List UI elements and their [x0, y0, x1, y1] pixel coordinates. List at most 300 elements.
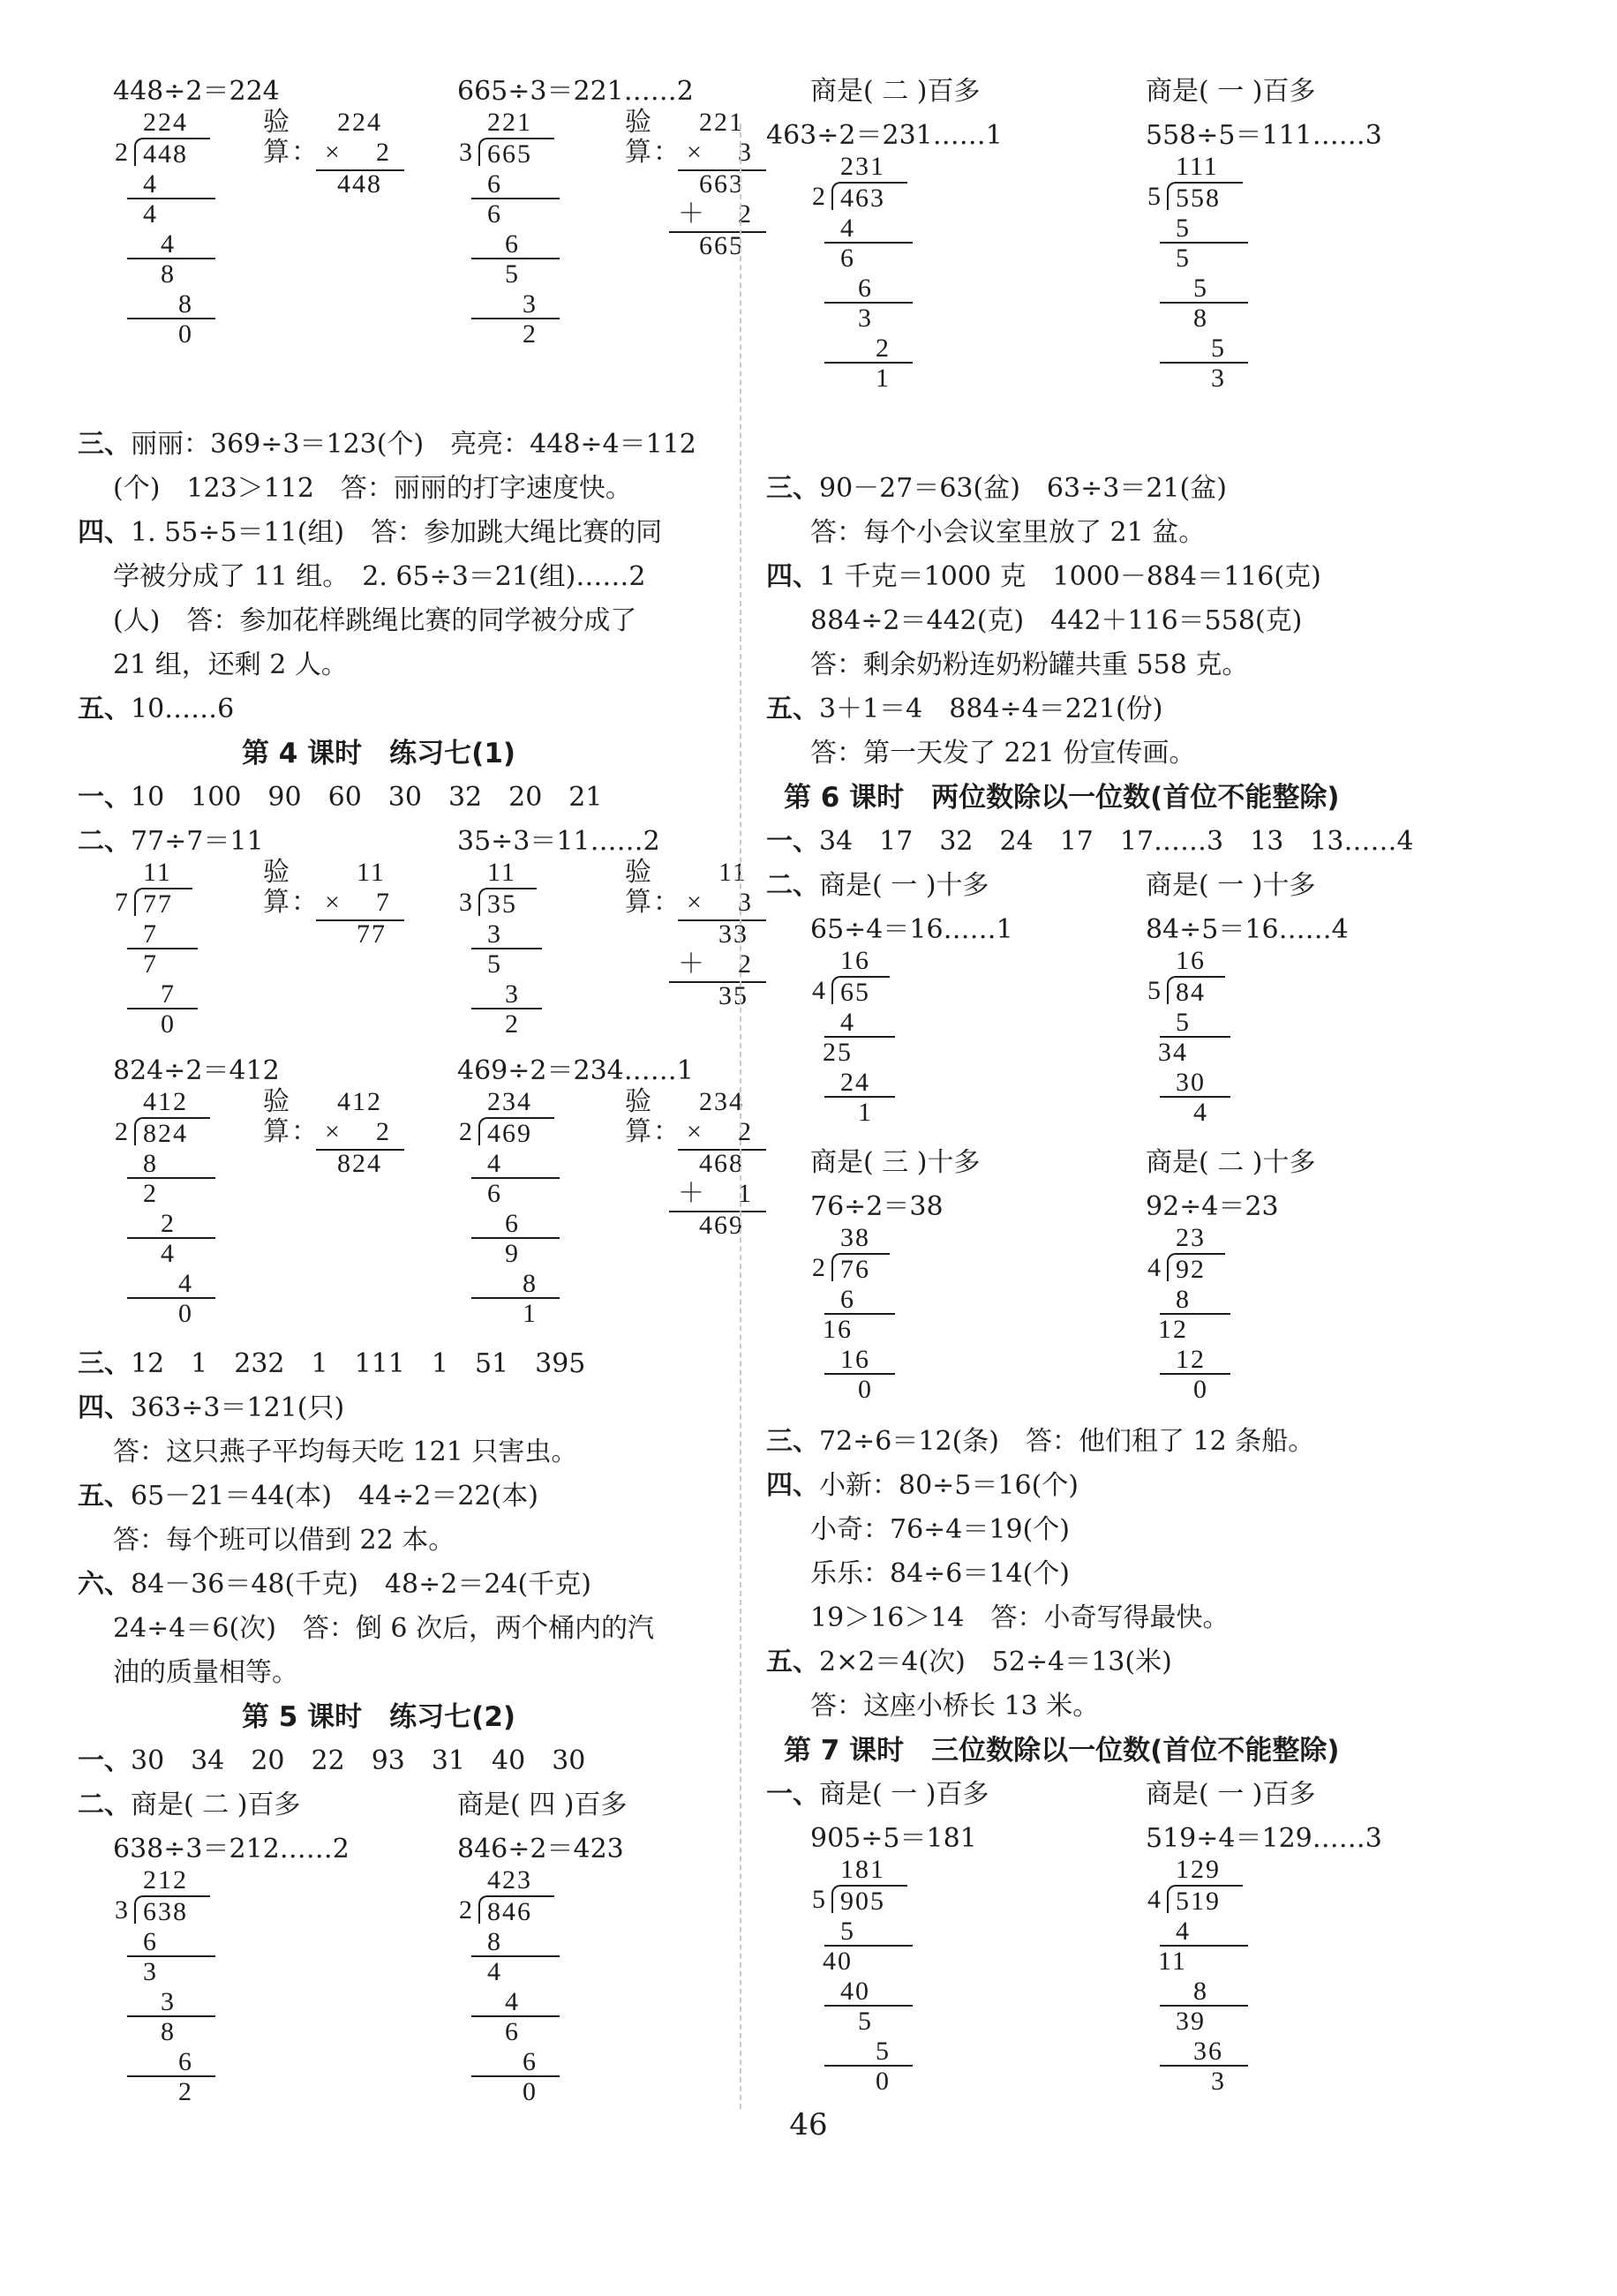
question-number: 五、	[78, 1481, 131, 1512]
answer-line	[810, 517, 1205, 549]
column-divider	[740, 124, 741, 2109]
answer-text: 3＋1＝4 884÷4＝221(份)	[819, 694, 1163, 724]
answer-line	[113, 561, 645, 593]
operator: ×	[325, 138, 342, 167]
answer-line	[1146, 870, 1315, 902]
partial-remainder: 0	[876, 2067, 891, 2096]
question-number: 一、	[766, 1779, 819, 1810]
partial-remainder: 12	[1158, 1315, 1188, 1344]
answer-text: 90－27＝63(盆) 63÷3＝21(盆)	[819, 473, 1227, 504]
answer-line	[457, 1055, 694, 1087]
answer-text: 558÷5＝111……3	[1146, 120, 1382, 151]
dividend: 65	[840, 978, 870, 1007]
answer-line	[766, 1426, 1314, 1458]
question-number: 五、	[78, 694, 131, 724]
division-rule-line	[471, 318, 560, 319]
partial-remainder: 3	[858, 304, 873, 333]
product: 33	[718, 919, 748, 949]
divisor: 2	[459, 1895, 474, 1925]
partial-remainder: 2	[178, 2077, 193, 2106]
answer-line	[78, 1790, 300, 1821]
partial-remainder: 1	[876, 364, 891, 393]
remainder-addend: 1	[738, 1179, 753, 1208]
partial-remainder: 6	[487, 199, 502, 229]
answer-text: 2×2＝4(次) 52÷4＝13(米)	[819, 1647, 1172, 1677]
partial-remainder: 0	[1193, 1375, 1208, 1404]
answer-line	[1146, 1191, 1279, 1223]
partial-remainder: 0	[858, 1375, 873, 1404]
section-heading	[242, 738, 515, 769]
answer-text: 答：这座小桥长 13 米。	[810, 1691, 1100, 1722]
division-rule-line	[471, 948, 542, 949]
operator: ×	[325, 888, 342, 917]
partial-remainder: 0	[161, 1009, 176, 1039]
operator: ×	[687, 888, 703, 917]
answer-line	[78, 694, 234, 725]
answer-text: 商是( 二 )百多	[810, 76, 981, 107]
subtrahend: 36	[1193, 2037, 1223, 2066]
subtrahend: 40	[840, 1977, 870, 2006]
answer-text: 34 17 32 24 17 17……3 13 13……4	[819, 826, 1414, 857]
answer-line	[113, 1613, 654, 1645]
multiplicand: 234	[699, 1087, 744, 1116]
partial-remainder: 39	[1176, 2007, 1206, 2036]
divisor: 2	[115, 1117, 130, 1146]
divisor: 5	[1147, 976, 1162, 1005]
partial-remainder: 6	[487, 1179, 502, 1208]
answer-line	[810, 1602, 1230, 1634]
subtrahend: 12	[1176, 1345, 1206, 1374]
sum: 469	[699, 1211, 744, 1240]
division-rule-line	[127, 198, 215, 199]
answer-line	[113, 76, 280, 108]
division-rule-line	[471, 1955, 560, 1957]
partial-remainder: 4	[143, 199, 158, 229]
answer-line	[766, 870, 989, 902]
partial-remainder: 34	[1158, 1038, 1188, 1067]
verify-label: 验	[263, 108, 291, 137]
partial-remainder: 2	[523, 319, 538, 349]
partial-remainder: 6	[505, 2017, 520, 2046]
answer-text: 答：每个小会议室里放了 21 盆。	[810, 517, 1206, 548]
partial-remainder: 8	[1193, 304, 1208, 333]
partial-remainder: 9	[505, 1239, 520, 1268]
answer-text: 448÷2＝224	[113, 76, 280, 107]
subtrahend: 6	[858, 274, 873, 303]
answer-line	[113, 473, 632, 505]
partial-remainder: 5	[858, 2007, 873, 2036]
answer-line	[766, 120, 1003, 152]
subtrahend: 6	[178, 2047, 193, 2076]
division-rule-line	[127, 1297, 215, 1299]
dividend: 665	[487, 139, 532, 169]
verify-label: 算：	[625, 888, 681, 917]
answer-line	[1146, 76, 1315, 108]
question-number: 一、	[78, 1745, 131, 1776]
product: 448	[337, 169, 382, 199]
partial-remainder: 4	[487, 1957, 502, 1986]
answer-line	[1146, 1779, 1315, 1811]
answer-line	[113, 1525, 455, 1557]
answer-line	[810, 605, 1302, 637]
answer-line	[766, 1647, 1172, 1678]
division-rule-line	[1160, 362, 1248, 364]
answer-text: 商是( 一 )十多	[1146, 870, 1316, 901]
division-rule-line	[471, 1177, 560, 1179]
partial-remainder: 40	[823, 1947, 853, 1976]
partial-remainder: 6	[840, 244, 855, 273]
partial-remainder: 16	[823, 1315, 853, 1344]
partial-remainder: 2	[505, 1009, 520, 1039]
operator: ×	[325, 1117, 342, 1146]
answer-text: 商是( 二 )百多	[131, 1790, 301, 1820]
subtrahend: 7	[143, 919, 158, 949]
answer-text: 第 6 课时 两位数除以一位数(首位不能整除)	[784, 782, 1340, 814]
quotient: 111	[1176, 152, 1219, 181]
answer-text: 665÷3＝221……2	[457, 76, 694, 107]
question-number: 四、	[78, 1392, 131, 1423]
quotient: 212	[143, 1865, 188, 1895]
remainder-addend: 2	[738, 199, 753, 229]
partial-remainder: 7	[143, 949, 158, 979]
answer-text: 1. 55÷5＝11(组) 答：参加跳大绳比赛的同	[131, 517, 663, 548]
answer-line	[766, 1779, 989, 1811]
partial-remainder: 0	[178, 319, 193, 349]
partial-remainder: 2	[143, 1179, 158, 1208]
subtrahend: 6	[505, 1209, 520, 1238]
partial-remainder: 5	[505, 259, 520, 289]
division-rule-line	[471, 1297, 560, 1299]
partial-remainder: 4	[161, 1239, 176, 1268]
answer-text: 丽丽：369÷3＝123(个) 亮亮：448÷4＝112	[131, 429, 696, 460]
subtrahend: 30	[1176, 1068, 1206, 1097]
answer-line	[810, 914, 1013, 946]
answer-line	[78, 1745, 585, 1777]
partial-remainder: 3	[1211, 2067, 1226, 2096]
partial-remainder: 11	[1158, 1947, 1187, 1976]
answer-text: (个) 123＞112 答：丽丽的打字速度快。	[113, 473, 632, 504]
answer-text: 10 100 90 60 30 32 20 21	[131, 782, 603, 813]
verify-label: 算：	[263, 888, 320, 917]
divisor: 5	[812, 1885, 827, 1914]
subtrahend: 4	[487, 1149, 502, 1178]
multiplier: 7	[376, 888, 391, 917]
division-rule-line	[127, 1955, 215, 1957]
subtrahend: 4	[178, 1269, 193, 1298]
subtrahend: 4	[840, 214, 855, 243]
answer-text: 第 4 课时 练习七(1)	[242, 738, 516, 769]
verify-label: 验	[625, 1087, 653, 1116]
answer-text: 21 组，还剩 2 人。	[113, 649, 348, 680]
answer-text: 答：这只燕子平均每天吃 121 只害虫。	[113, 1437, 578, 1467]
question-number: 三、	[766, 473, 819, 504]
subtrahend: 2	[876, 334, 891, 363]
answer-line	[113, 1437, 577, 1468]
division-rule-line	[127, 948, 198, 949]
subtrahend: 5	[1193, 274, 1208, 303]
divisor: 2	[115, 138, 130, 167]
dividend: 463	[840, 184, 885, 213]
answer-text: 65÷4＝16……1	[810, 914, 1013, 945]
section-heading	[784, 782, 1340, 814]
answer-line	[457, 826, 660, 858]
answer-text: 第 5 课时 练习七(2)	[242, 1701, 516, 1733]
product: 468	[699, 1149, 744, 1178]
operator: ＋	[678, 199, 706, 229]
answer-line	[78, 429, 696, 461]
dividend: 638	[143, 1897, 188, 1926]
answer-text: 884÷2＝442(克) 442＋116＝558(克)	[810, 605, 1303, 636]
page-number: 46	[789, 2107, 828, 2142]
answer-line	[766, 1470, 1079, 1502]
answer-text: 638÷3＝212……2	[113, 1834, 350, 1865]
answer-line	[810, 1691, 1099, 1722]
question-number: 一、	[78, 782, 131, 813]
multiplicand: 221	[699, 108, 744, 137]
subtrahend: 2	[161, 1209, 176, 1238]
subtrahend: 6	[487, 169, 502, 199]
product: 824	[337, 1149, 382, 1178]
answer-text: 363÷3＝121(只)	[131, 1392, 345, 1423]
answer-line	[113, 1055, 280, 1087]
question-number: 一、	[766, 826, 819, 857]
subtrahend: 8	[487, 1927, 502, 1956]
multiplier: 2	[376, 1117, 391, 1146]
answer-text: 第 7 课时 三位数除以一位数(首位不能整除)	[784, 1735, 1340, 1767]
answer-text: 77÷7＝11	[131, 826, 264, 857]
answer-line	[457, 1790, 627, 1821]
answer-text: 30 34 20 22 93 31 40 30	[131, 1745, 586, 1776]
quotient: 11	[143, 858, 172, 887]
answer-line	[78, 1348, 585, 1380]
dividend: 824	[143, 1119, 188, 1148]
multiplicand: 224	[337, 108, 382, 137]
divisor: 3	[459, 138, 474, 167]
answer-text: 10……6	[131, 694, 235, 724]
division-rule-line	[127, 318, 215, 319]
answer-line	[810, 1823, 977, 1855]
product: 663	[699, 169, 744, 199]
question-number: 六、	[78, 1569, 131, 1600]
answer-text: 824÷2＝412	[113, 1055, 280, 1086]
product: 77	[357, 919, 387, 949]
quotient: 231	[840, 152, 885, 181]
partial-remainder: 0	[178, 1299, 193, 1328]
answer-text: 84－36＝48(千克) 48÷2＝24(千克)	[131, 1569, 591, 1600]
divisor: 7	[115, 888, 130, 917]
answer-line	[810, 1514, 1070, 1546]
verify-label: 验	[625, 108, 653, 137]
partial-remainder: 4	[1193, 1098, 1208, 1127]
divisor: 2	[812, 1253, 827, 1282]
dividend: 846	[487, 1897, 532, 1926]
subtrahend: 4	[1176, 1917, 1191, 1946]
section-heading	[784, 1735, 1340, 1767]
partial-remainder: 5	[487, 949, 502, 979]
subtrahend: 8	[1193, 1977, 1208, 2006]
partial-remainder: 1	[523, 1299, 538, 1328]
verify-label: 验	[263, 858, 291, 887]
answer-line	[1146, 914, 1349, 946]
answer-line	[78, 1569, 591, 1601]
answer-text: 65－21＝44(本) 44÷2＝22(本)	[131, 1481, 538, 1512]
answer-text: 463÷2＝231……1	[766, 120, 1003, 151]
answer-line	[810, 76, 980, 108]
answer-line	[766, 473, 1227, 505]
divisor: 2	[459, 1117, 474, 1146]
multiplier: 3	[738, 138, 753, 167]
answer-text: 商是( 一 )百多	[1146, 1779, 1316, 1810]
divisor: 3	[459, 888, 474, 917]
operator: ×	[687, 1117, 703, 1146]
answer-text: (人) 答：参加花样跳绳比赛的同学被分成了	[113, 605, 637, 636]
operator: ×	[687, 138, 703, 167]
quotient: 224	[143, 108, 188, 137]
answer-line	[457, 76, 694, 108]
divisor: 3	[115, 1895, 130, 1925]
subtrahend: 16	[840, 1345, 870, 1374]
multiplicand: 11	[357, 858, 386, 887]
subtrahend: 3	[523, 289, 538, 319]
answer-text: 小新：80÷5＝16(个)	[819, 1470, 1079, 1501]
question-number: 三、	[766, 1426, 819, 1457]
operator: ＋	[678, 1179, 706, 1208]
quotient: 234	[487, 1087, 532, 1116]
divisor: 4	[812, 976, 827, 1005]
question-number: 四、	[78, 517, 131, 548]
subtrahend: 6	[143, 1927, 158, 1956]
question-number: 四、	[766, 1470, 819, 1501]
division-rule-line	[669, 981, 766, 983]
answer-text: 469÷2＝234……1	[457, 1055, 694, 1086]
question-number: 五、	[766, 694, 819, 724]
answer-text: 答：剩余奶粉连奶粉罐共重 558 克。	[810, 649, 1249, 680]
partial-remainder: 5	[1176, 244, 1191, 273]
subtrahend: 5	[840, 1917, 855, 1946]
partial-remainder: 3	[1211, 364, 1226, 393]
answer-text: 商是( 二 )十多	[1146, 1147, 1316, 1178]
division-rule-line	[824, 2065, 913, 2067]
verify-label: 验	[263, 1087, 291, 1116]
multiplicand: 11	[718, 858, 748, 887]
right-column	[766, 0, 1463, 2135]
division-rule-line	[1160, 242, 1248, 244]
subtrahend: 8	[143, 1149, 158, 1178]
dividend: 448	[143, 139, 188, 169]
answer-line	[113, 1834, 350, 1865]
partial-remainder: 3	[143, 1957, 158, 1986]
answer-text: 35÷3＝11……2	[457, 826, 660, 857]
answer-text: 905÷5＝181	[810, 1823, 977, 1854]
verify-label: 算：	[625, 138, 681, 167]
subtrahend: 3	[505, 979, 520, 1009]
question-number: 五、	[766, 1647, 819, 1677]
dividend: 77	[143, 889, 173, 919]
subtrahend: 8	[523, 1269, 538, 1298]
answer-text: 商是( 一 )百多	[1146, 76, 1316, 107]
answer-line	[113, 1657, 298, 1689]
answer-line	[766, 694, 1162, 725]
answer-line	[1146, 1823, 1382, 1855]
division-rule-line	[471, 2075, 560, 2077]
answer-text: 76÷2＝38	[810, 1191, 944, 1222]
answer-text: 油的质量相等。	[113, 1657, 298, 1688]
dividend: 35	[487, 889, 517, 919]
subtrahend: 5	[1176, 214, 1191, 243]
division-rule-line	[471, 198, 560, 199]
verify-label: 算：	[625, 1117, 681, 1146]
answer-line	[810, 1558, 1070, 1590]
answer-text: 学被分成了 11 组。 2. 65÷3＝21(组)……2	[113, 561, 646, 592]
subtrahend: 4	[143, 169, 158, 199]
answer-line	[810, 1191, 944, 1223]
question-number: 四、	[766, 561, 819, 592]
answer-text: 答：第一天发了 221 份宣传画。	[810, 738, 1196, 769]
answer-line	[810, 738, 1195, 769]
subtrahend: 4	[161, 229, 176, 259]
quotient: 16	[1176, 946, 1206, 975]
quotient: 412	[143, 1087, 188, 1116]
sum: 35	[718, 981, 748, 1010]
answer-line	[78, 826, 264, 858]
answer-line	[457, 1834, 624, 1865]
subtrahend: 8	[1176, 1285, 1191, 1314]
answer-text: 84÷5＝16……4	[1146, 914, 1349, 945]
question-number: 三、	[78, 1348, 131, 1379]
partial-remainder: 8	[161, 259, 176, 289]
answer-text: 846÷2＝423	[457, 1834, 624, 1865]
verify-label: 验	[625, 858, 653, 887]
partial-remainder: 8	[161, 2017, 176, 2046]
dividend: 84	[1176, 978, 1206, 1007]
subtrahend: 3	[487, 919, 502, 949]
answer-line	[113, 605, 636, 637]
remainder-addend: 2	[738, 949, 753, 979]
answer-line	[810, 1147, 980, 1179]
division-rule-line	[127, 2075, 215, 2077]
partial-remainder: 1	[858, 1098, 873, 1127]
dividend: 76	[840, 1255, 870, 1284]
divisor: 4	[1147, 1885, 1162, 1914]
quotient: 11	[487, 858, 516, 887]
answer-text: 12 1 232 1 111 1 51 395	[131, 1348, 586, 1379]
quotient: 38	[840, 1223, 870, 1252]
subtrahend: 6	[840, 1285, 855, 1314]
subtrahend: 4	[840, 1008, 855, 1037]
verify-label: 算：	[263, 1117, 320, 1146]
quotient: 221	[487, 108, 532, 137]
division-rule-line	[824, 242, 913, 244]
division-rule-line	[1160, 2065, 1248, 2067]
division-rule-line	[127, 1177, 215, 1179]
question-number: 二、	[766, 870, 819, 901]
answer-text: 19＞16＞14 答：小奇写得最快。	[810, 1602, 1230, 1633]
subtrahend: 6	[523, 2047, 538, 2076]
dividend: 558	[1176, 184, 1221, 213]
quotient: 181	[840, 1855, 885, 1884]
subtrahend: 24	[840, 1068, 870, 1097]
answer-line	[1146, 1147, 1315, 1179]
answer-text: 1 千克＝1000 克 1000－884＝116(克)	[819, 561, 1321, 592]
multiplier: 2	[738, 1117, 753, 1146]
answer-text: 92÷4＝23	[1146, 1191, 1279, 1222]
left-column	[78, 0, 775, 2135]
answer-text: 72÷6＝12(条) 答：他们租了 12 条船。	[819, 1426, 1315, 1457]
question-number: 二、	[78, 826, 131, 857]
dividend: 92	[1176, 1255, 1206, 1284]
answer-text: 商是( 四 )百多	[457, 1790, 628, 1820]
subtrahend: 7	[161, 979, 176, 1009]
